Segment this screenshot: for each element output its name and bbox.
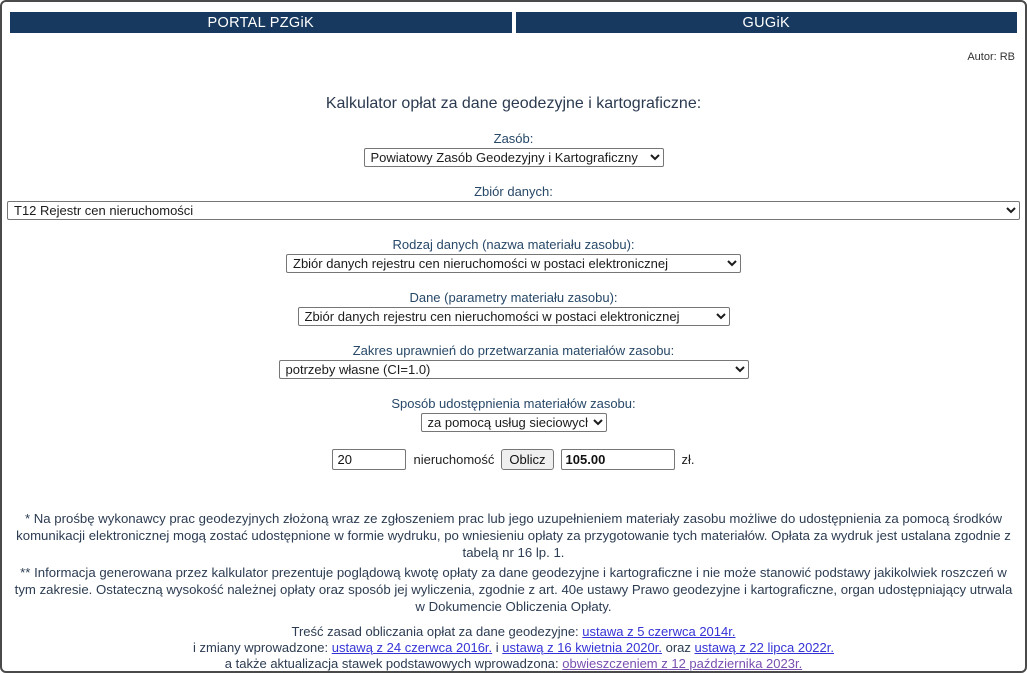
field-zakres-uprawnien: [10, 343, 1017, 379]
footnote-disclaimer: ** Informacja generowana przez kalkulator prezentuje poglądową kwotę opłaty za dane geodezyjne i kartograficzne i nie może stanowić podstawy jakikolwiek roszczeń w tym zakresie. Ostateczną wysokość należnej opłaty oraz sposób jej wyliczenia, zgodnie z art. 40e ustawy Prawo geodezyjne i kartograficzne, organ udostępniający utrwala w Dokumencie Obliczenia Opłaty.: [14, 565, 1013, 614]
rodzaj-danych-select[interactable]: [286, 254, 741, 273]
unit-label: nieruchomość: [413, 452, 495, 467]
currency-label: zł.: [681, 452, 695, 467]
field-rodzaj-danych: [10, 237, 1017, 273]
ustawa-2020-link[interactable]: ustawą z 16 kwietnia 2020r.: [502, 640, 662, 655]
calculator-form: [10, 131, 1017, 470]
calculate-button[interactable]: Oblicz: [501, 449, 553, 470]
quantity-input[interactable]: [332, 449, 406, 470]
zakres-uprawnien-label: Zakres uprawnień do przetwarzania materiałów zasobu:: [352, 343, 675, 358]
field-zasob: [10, 131, 1017, 167]
dane-parametry-label: Dane (parametry materiału zasobu):: [409, 290, 618, 305]
obwieszczenie-2023-link[interactable]: obwieszczeniem z 12 października 2023r.: [562, 656, 803, 671]
legal-links: [10, 624, 1017, 672]
zakres-uprawnien-select[interactable]: [279, 360, 749, 379]
zasob-select[interactable]: [364, 148, 664, 167]
field-zbior-danych: [10, 184, 1017, 220]
legal-line-1: [10, 624, 1017, 640]
zbior-danych-label: Zbiór danych:: [474, 184, 553, 199]
ustawa-2016-link[interactable]: ustawą z 24 czerwca 2016r.: [331, 640, 493, 655]
legal-line-2-sep-2: oraz: [662, 640, 695, 655]
sposob-udostepnienia-label: Sposób udostępnienia materiałów zasobu:: [391, 396, 636, 411]
field-dane-parametry: [10, 290, 1017, 326]
field-sposob-udostepnienia: [10, 396, 1017, 432]
ustawa-2022-link[interactable]: ustawą z 22 lipca 2022r.: [694, 640, 834, 655]
legal-line-2-sep-1: i: [492, 640, 503, 655]
author-credit: Autor: RB: [967, 51, 1015, 63]
dane-parametry-select[interactable]: [298, 307, 730, 326]
footnote-print-info: * Na prośbę wykonawcy prac geodezyjnych złożoną wraz ze zgłoszeniem prac lub jego uzupełnieniem materiały zasobu możliwe do udostępnienia za pomocą środków komunikacji elektronicznej mogą zostać udostępnione w formie wydruku, po wniesieniu opłaty za przygotowanie tych materiałów. Opłata za wydruk jest ustalana zgodnie z tabelą nr 16 lp. 1.: [16, 511, 1011, 560]
rodzaj-danych-label: Rodzaj danych (nazwa materiału zasobu):: [392, 237, 635, 252]
header-bars: [10, 12, 1017, 33]
zasob-label: Zasób:: [493, 131, 534, 146]
ustawa-2014-link[interactable]: ustawa z 5 czerwca 2014r.: [582, 624, 736, 639]
zbior-danych-select[interactable]: [7, 201, 1020, 220]
legal-line-3: [10, 656, 1017, 672]
footnotes: [10, 510, 1017, 615]
legal-line-2: [10, 640, 1017, 656]
header-bar-gugik[interactable]: GUGiK: [516, 12, 1018, 33]
header-bar-portal-pzgik[interactable]: PORTAL PZGiK: [10, 12, 512, 33]
legal-line-2-text: i zmiany wprowadzone:: [193, 640, 332, 655]
sposob-udostepnienia-select[interactable]: [421, 413, 607, 432]
legal-line-3-text: a także aktualizacja stawek podstawowych wprowadzona:: [224, 656, 563, 671]
calculation-row: [10, 449, 1017, 470]
legal-line-1-text: Treść zasad obliczania opłat za dane geodezyjne:: [291, 624, 583, 639]
page-title: Kalkulator opłat za dane geodezyjne i kartograficzne:: [325, 95, 702, 112]
result-input[interactable]: [561, 449, 675, 470]
